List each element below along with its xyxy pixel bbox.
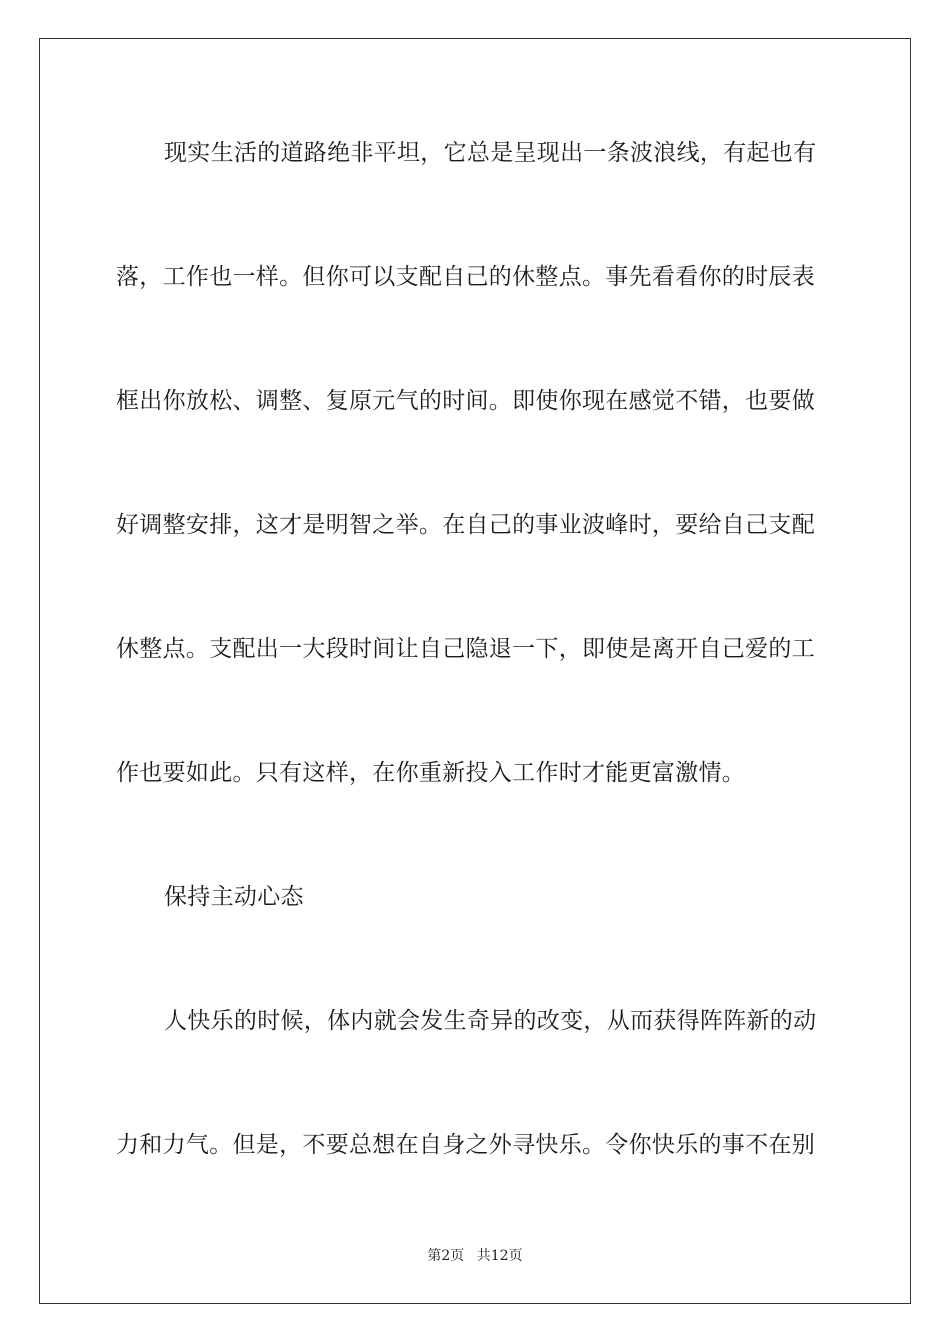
- paragraph-line: 落，工作也一样。但你可以支配自己的休整点。事先看看你的时辰表: [116, 264, 815, 290]
- page-footer: [0, 1246, 950, 1266]
- paragraph-line: 休整点。支配出一大段时间让自己隐退一下，即使是离开自己爱的工: [116, 636, 815, 662]
- paragraph-line: 框出你放松、调整、复原元气的时间。即使你现在感觉不错，也要做: [116, 388, 815, 414]
- page-border: [39, 38, 911, 1304]
- paragraph-line: 人快乐的时候，体内就会发生奇异的改变，从而获得阵阵新的动: [164, 1008, 817, 1034]
- paragraph-line: 现实生活的道路绝非平坦，它总是呈现出一条波浪线，有起也有: [164, 140, 817, 166]
- page-number: 第2页: [427, 1248, 465, 1264]
- paragraph-line: 好调整安排，这才是明智之举。在自己的事业波峰时，要给自己支配: [116, 512, 815, 538]
- page-total: 共12页: [476, 1248, 523, 1264]
- paragraph-line: 力和力气。但是，不要总想在自身之外寻快乐。令你快乐的事不在别: [116, 1132, 815, 1158]
- paragraph-line: 作也要如此。只有这样，在你重新投入工作时才能更富激情。: [116, 760, 746, 786]
- section-heading: 保持主动心态: [164, 884, 304, 910]
